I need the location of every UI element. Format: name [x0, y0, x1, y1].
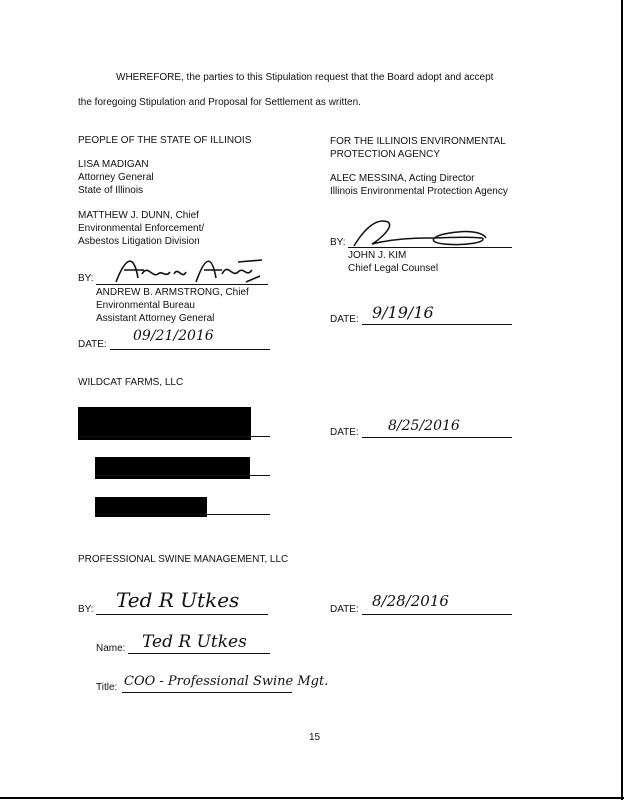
left-date-label: DATE: — [78, 339, 107, 350]
wildcat-date-value: 8/25/2016 — [388, 418, 460, 434]
wildcat-signature-line — [78, 436, 270, 437]
psm-date-line — [362, 614, 512, 615]
left-date-value: 09/21/2016 — [133, 328, 214, 344]
right-by-label: BY: — [330, 237, 346, 248]
psm-title-line — [122, 692, 292, 693]
left-signer-title: Assistant Attorney General — [96, 313, 215, 324]
page-edge-right — [621, 0, 623, 800]
psm-name-line — [128, 653, 270, 654]
left-signer-bureau: Environmental Bureau — [96, 300, 195, 311]
ag-state: State of Illinois — [78, 185, 144, 196]
iepa-heading-1: FOR THE ILLINOIS ENVIRONMENTAL — [330, 136, 506, 147]
kim-signature — [348, 216, 498, 250]
wildcat-name-line — [95, 475, 270, 476]
right-signer-title: Chief Legal Counsel — [348, 263, 439, 274]
psm-signature-line — [96, 614, 268, 615]
paragraph-line-1: WHEREFORE, the parties to this Stipulation request that the Board adopt and accept — [116, 72, 494, 83]
chief-division-1: Environmental Enforcement/ — [78, 223, 205, 234]
psm-date-label: DATE: — [330, 604, 359, 615]
left-date-line — [110, 349, 270, 350]
wildcat-date-label: DATE: — [330, 427, 359, 438]
psm-name-label: Name: — [96, 643, 126, 654]
chief-division-2: Asbestos Litigation Division — [78, 236, 200, 247]
iepa-director: ALEC MESSINA, Acting Director — [330, 173, 475, 184]
psm-title-label: Title: — [96, 682, 118, 693]
psm-title-value: COO - Professional Swine Mgt. — [124, 674, 329, 689]
psm-name-value: Ted R Utkes — [142, 632, 247, 652]
psm-signature: Ted R Utkes — [116, 588, 240, 612]
paragraph-line-2: the foregoing Stipulation and Proposal for Settlement as written. — [78, 97, 361, 108]
right-signer-name: JOHN J. KIM — [348, 250, 407, 261]
left-by-label: BY: — [78, 273, 94, 284]
right-date-label: DATE: — [330, 314, 359, 325]
page-number: 15 — [309, 732, 321, 743]
page-edge-bottom — [0, 797, 624, 799]
iepa-heading-2: PROTECTION AGENCY — [330, 149, 441, 160]
chief-name: MATTHEW J. DUNN, Chief — [78, 210, 199, 221]
psm-heading: PROFESSIONAL SWINE MANAGEMENT, LLC — [78, 554, 289, 565]
ag-title: Attorney General — [78, 172, 154, 183]
iepa-agency: Illinois Environmental Protection Agency — [330, 186, 508, 197]
wildcat-title-line — [95, 514, 270, 515]
armstrong-signature-drawing — [112, 252, 272, 292]
right-date-line — [362, 324, 512, 325]
psm-by-label: BY: — [78, 604, 94, 615]
psm-date-value: 8/28/2016 — [372, 592, 449, 610]
people-heading: PEOPLE OF THE STATE OF ILLINOIS — [78, 135, 252, 146]
wildcat-date-line — [362, 437, 512, 438]
right-date-value: 9/19/16 — [372, 303, 434, 322]
ag-name: LISA MADIGAN — [78, 159, 149, 170]
left-signer-name: ANDREW B. ARMSTRONG, Chief — [96, 287, 249, 298]
wildcat-heading: WILDCAT FARMS, LLC — [78, 377, 184, 388]
